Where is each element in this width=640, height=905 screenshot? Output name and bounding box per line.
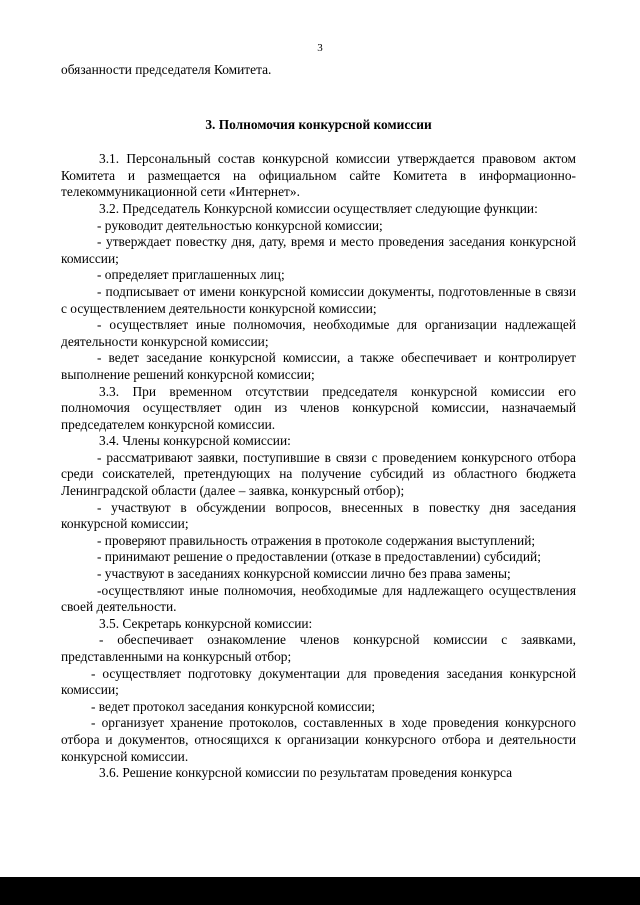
paragraph: - участвуют в обсуждении вопросов, внесенных в повестку дня заседания конкурсной комиссии;	[61, 499, 576, 532]
section-heading: 3. Полномочия конкурсной комиссии	[205, 116, 432, 132]
paragraph: - осуществляет иные полномочия, необходимые для организации надлежащей деятельности конкурсной комиссии;	[61, 317, 576, 349]
intro-line: обязанности председателя Комитета.	[61, 62, 272, 77]
page-number: 3	[317, 42, 323, 54]
paragraph: - обеспечивает ознакомление членов конкурсной комиссии с заявками, представленными на конкурсный отбор;	[61, 632, 576, 664]
paragraph: - подписывает от имени конкурсной комиссии документы, подготовленные в связи с осуществлением деятельности конкурсной комиссии;	[61, 283, 576, 316]
paragraph: 3.2. Председатель Конкурсной комиссии осуществляет следующие функции:	[99, 200, 538, 216]
paragraph: - ведет протокол заседания конкурсной комиссии;	[91, 698, 376, 714]
document-body	[61, 62, 576, 782]
paragraph: -осуществляют иные полномочия, необходимые для надлежащего осуществления своей деятельности.	[61, 582, 576, 615]
scan-border-bar	[0, 877, 640, 905]
paragraph: - участвуют в заседаниях конкурсной комиссии лично без права замены;	[97, 566, 511, 582]
paragraph: - принимают решение о предоставлении (отказе в предоставлении) субсидий;	[97, 549, 541, 565]
paragraph: - осуществляет подготовку документации для проведения заседания конкурсной комиссии;	[61, 665, 576, 698]
paragraph: 3.5. Секретарь конкурсной комиссии:	[99, 615, 313, 631]
paragraph: - ведет заседание конкурсной комиссии, а также обеспечивает и контролирует выполнение решений конкурсной комиссии;	[61, 350, 576, 382]
paragraph: 3.1. Персональный состав конкурсной комиссии утверждается правовом актом Комитета и размещается на официальном сайте Комитета в информационно-телекоммуникационной сети «Интернет».	[61, 151, 576, 200]
paragraph: - руководит деятельностью конкурсной комиссии;	[97, 217, 383, 233]
paragraph: - рассматривают заявки, поступившие в связи с проведением конкурсного отбора среди соискателей, претендующих на получение субсидий из областного бюджета Ленинградской области (далее – заявка, конкурсный отбор);	[61, 449, 576, 499]
paragraph: - организует хранение протоколов, составленных в ходе проведения конкурсного отбора и документов, относящихся к организации конкурсного отбора и деятельности конкурсной комиссии.	[61, 715, 576, 764]
paragraph: 3.6. Решение конкурсной комиссии по результатам проведения конкурса	[99, 765, 513, 781]
paragraph: 3.3. При временном отсутствии председателя конкурсной комиссии его полномочия осуществляет один из членов конкурсной комиссии, назначаемый председателем конкурсной комиссии.	[61, 383, 576, 432]
paragraph: - проверяют правильность отражения в протоколе содержания выступлений;	[97, 532, 536, 548]
paragraph: - утверждает повестку дня, дату, время и место проведения заседания конкурсной комиссии;	[61, 234, 576, 266]
paragraph: 3.4. Члены конкурсной комиссии:	[99, 433, 291, 449]
paragraph: - определяет приглашенных лиц;	[97, 267, 285, 283]
section-paragraphs	[61, 151, 576, 782]
